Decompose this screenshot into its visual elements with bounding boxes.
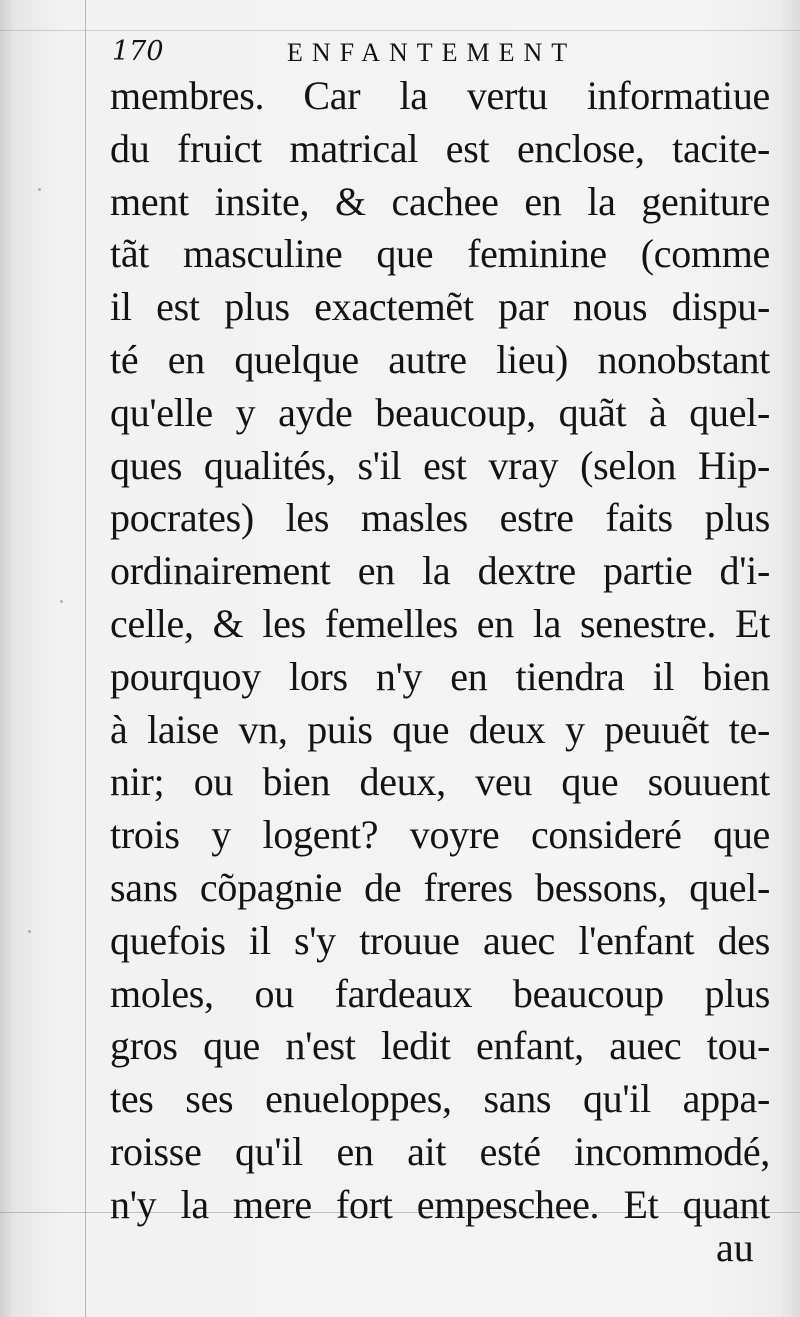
text-line: à laise vn, puis que deux y peuuẽt te- [110, 706, 770, 752]
text-line: moles, ou fardeaux beaucoup plus [110, 970, 770, 1016]
text-line: nir; ou bien deux, veu que souuent [110, 759, 770, 805]
text-line: pocrates) les masles estre faits plus [110, 495, 770, 541]
text-line: du fruict matrical est enclose, tacite- [110, 125, 770, 171]
text-line: té en quelque autre lieu) nonobstant [110, 336, 770, 382]
margin-rule [85, 0, 86, 1317]
running-head: ENFANTEMENT [287, 38, 577, 67]
paper-speck [38, 188, 41, 191]
text-line: celle, & les femelles en la senestre. Et [110, 600, 770, 646]
text-line: ment insite, & cachee en la geniture [110, 178, 770, 224]
text-line: tes ses enueloppes, sans qu'il appa- [110, 1076, 770, 1122]
body-text [110, 70, 770, 1232]
text-line: il est plus exactemẽt par nous dispu- [110, 284, 770, 330]
top-edge-line [0, 30, 800, 31]
paper-speck [28, 930, 31, 933]
text-line: ques qualités, s'il est vray (selon Hip- [110, 442, 770, 488]
text-line: ordinairement en la dextre partie d'i- [110, 548, 770, 594]
text-line: tãt masculine que feminine (comme [110, 231, 770, 277]
text-line: quefois il s'y trouue auec l'enfant des [110, 917, 770, 963]
text-line: gros que n'est ledit enfant, auec tou- [110, 1023, 770, 1069]
text-line: sans cõpagnie de freres bessons, quel- [110, 864, 770, 910]
catchword: au [716, 1225, 754, 1270]
text-line: trois y logent? voyre consideré que [110, 812, 770, 858]
text-line: qu'elle y ayde beaucoup, quãt à quel- [110, 389, 770, 435]
text-line: roisse qu'il en ait esté incommodé, [110, 1128, 770, 1174]
paper-speck [60, 600, 63, 603]
text-line: membres. Car la vertu informatiue [110, 73, 770, 118]
page-number: 170 [112, 36, 164, 67]
text-line: pourquoy lors n'y en tiendra il bien [110, 653, 770, 699]
text-line: n'y la mere fort empeschee. Et quant [110, 1181, 770, 1227]
